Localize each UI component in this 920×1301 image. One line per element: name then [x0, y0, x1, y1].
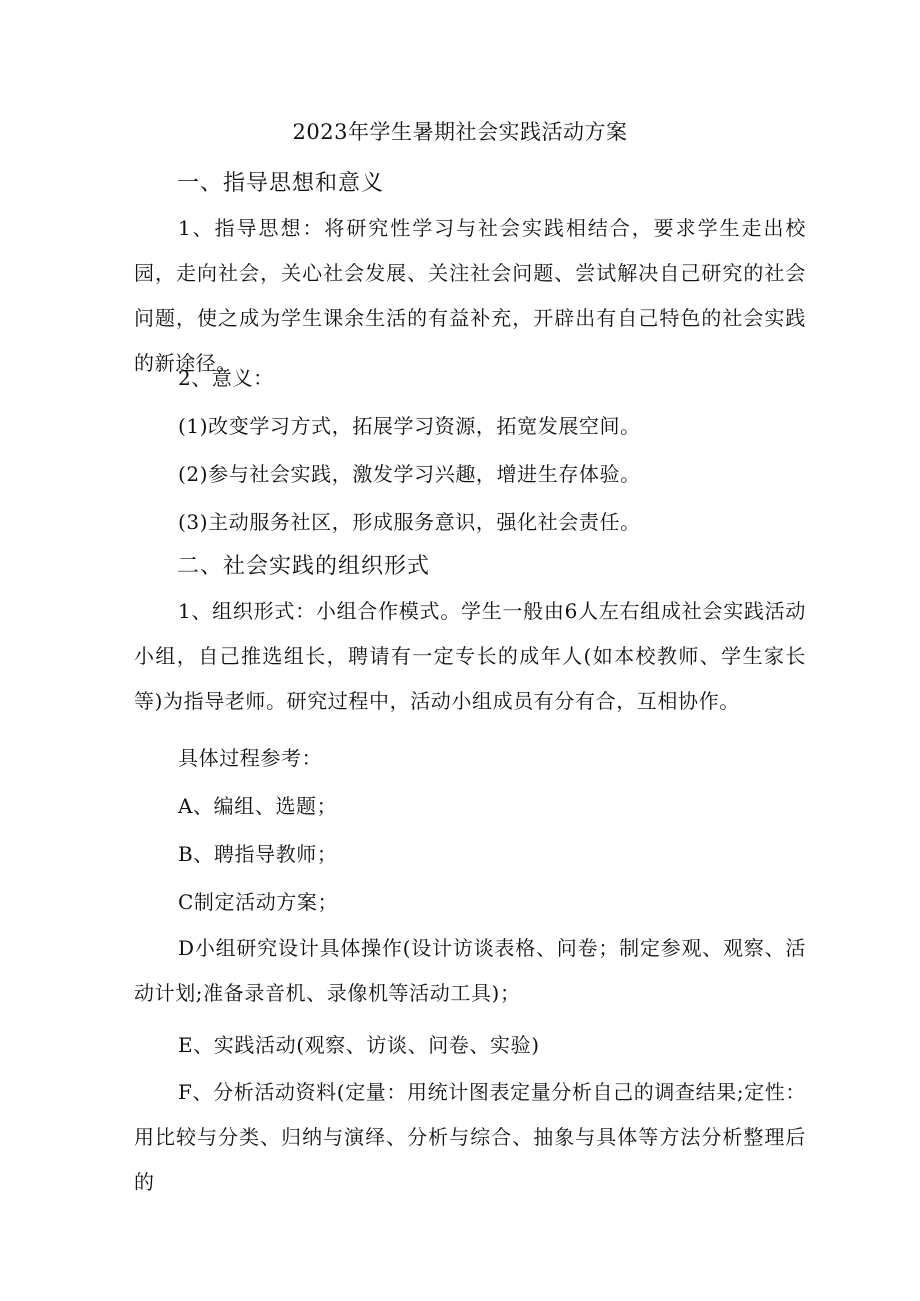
paragraph-organization-form: 1、组织形式：小组合作模式。学生一般由6人左右组成社会实践活动小组，自己推选组长，聘请有一定专长的成年人(如本校教师、学生家长等)为指导老师。研究过程中，活动小组成员有分有合，互相协作。	[134, 599, 806, 713]
list-item: E、实践活动(观察、访谈、问卷、实验)	[178, 1033, 540, 1057]
list-item: (3)主动服务社区，形成服务意识，强化社会责任。	[178, 510, 641, 534]
list-item: C制定活动方案；	[178, 890, 339, 914]
list-item: F、分析活动资料(定量：用统计图表定量分析自己的调查结果;定性：用比较与分类、归纳与演绎、分析与综合、抽象与具体等方法分析整理后的	[134, 1080, 806, 1194]
list-item: D小组研究设计具体操作(设计访谈表格、问卷；制定参观、观察、活动计划;准备录音机、录像机等活动工具)；	[134, 936, 806, 1005]
section-heading-1: 一、指导思想和意义	[177, 171, 385, 196]
list-item: (1)改变学习方式，拓展学习资源，拓宽发展空间。	[178, 414, 641, 438]
section-heading-2: 二、社会实践的组织形式	[177, 554, 431, 579]
list-item: (2)参与社会实践，激发学习兴趣，增进生存体验。	[178, 462, 641, 486]
document-title: 2023年学生暑期社会实践活动方案	[292, 120, 628, 144]
paragraph-significance: 2、意义：	[178, 366, 274, 390]
paragraph-guiding-thought: 1、指导思想：将研究性学习与社会实践相结合，要求学生走出校园，走向社会，关心社会发展、关注社会问题、尝试解决自己研究的社会问题，使之成为学生课余生活的有益补充，开辟出有自己特色的社会实践的新途径。	[134, 216, 806, 375]
process-intro: 具体过程参考：	[178, 746, 323, 770]
list-item: A、编组、选题；	[178, 794, 338, 818]
list-item: B、聘指导教师；	[178, 842, 338, 866]
